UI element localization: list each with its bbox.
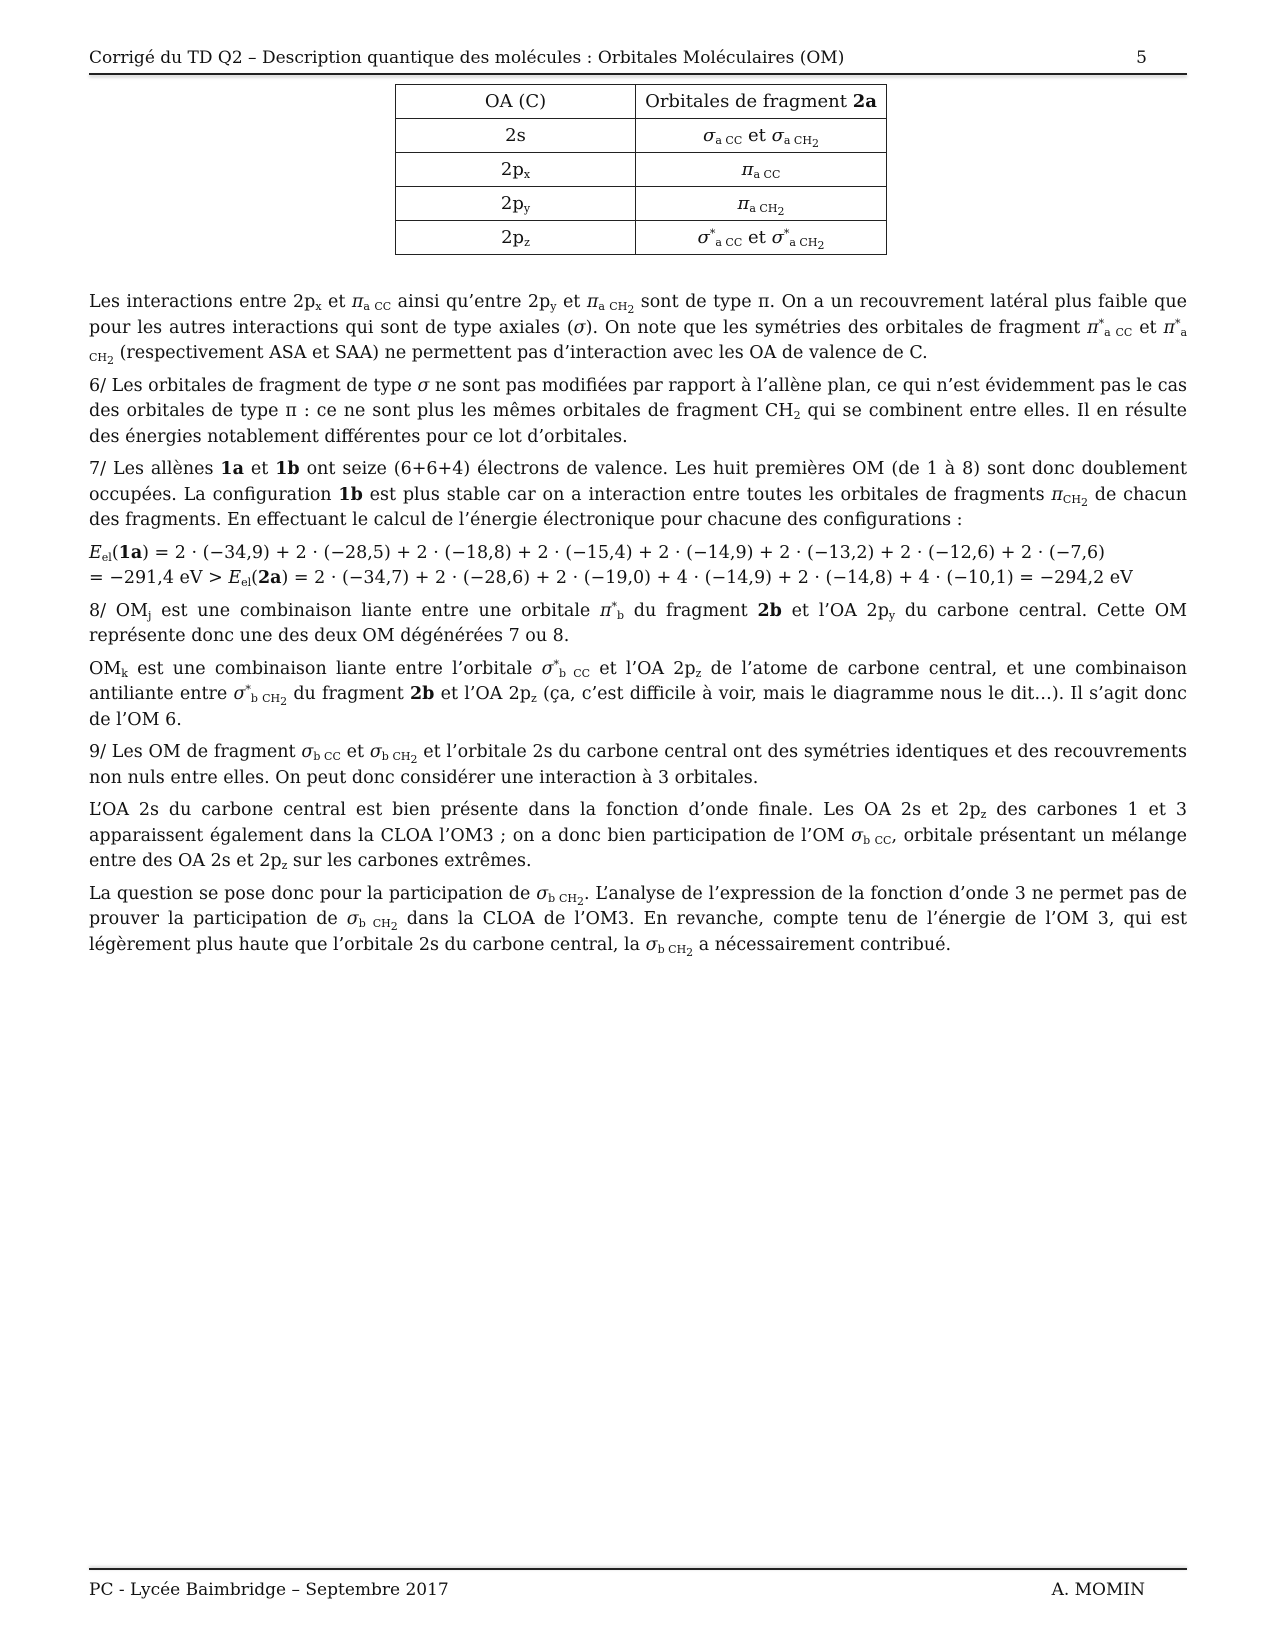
table-header-row bbox=[396, 85, 887, 119]
orbital-table bbox=[395, 84, 887, 255]
table-header-fragment: Orbitales de fragment 2a bbox=[636, 85, 887, 119]
body-text bbox=[89, 290, 1187, 965]
paragraph-oa2s: L’OA 2s du carbone central est bien présente dans la fonction d’onde finale. Les OA 2s et $2p_z$ des carbones 1 et 3 apparaissent également dans la CLOA l’OM3 ; on a donc bien participation de l’OM $\sigma_{b CC}$, orbitale présentant un mélange entre des OA 2s et $2p_z$ sur les carbones extrêmes. bbox=[89, 800, 1188, 872]
paragraph-q7: 7/ Les allènes 1a et 1b ont seize (6+6+4) électrons de valence. Les huit premières OM (de 1 à 8) sont donc doublement occupées. La configuration 1b est plus stable car on a interaction entre toutes les orbitales de fragments $\pi_{CH_2}$ de chacun des fragments. En effectuant le calcul de l’énergie électronique pour chacune des configurations : bbox=[89, 459, 1187, 530]
paragraph-q6: 6/ Les orbitales de fragment de type σ ne sont pas modifiées par rapport à l’allène plan, ce qui n’est évidemment pas le cas des orbitales de type π : ce ne sont plus les mêmes orbitales de fragment $CH_2$ qui se combinent entre elles. Il en résulte des énergies notablement différentes pour ce lot d’orbitales. bbox=[89, 375, 1188, 447]
table-cell-fragment: $\pi_{a CC}$ bbox=[636, 153, 887, 187]
page-number: 5 bbox=[1136, 48, 1147, 68]
table-cell-fragment: $\sigma^*_{a CC}$ et $\sigma^*_{a CH_2}$ bbox=[636, 221, 887, 255]
page-header bbox=[89, 42, 1187, 68]
footer-author: A. MOMIN bbox=[1051, 1580, 1145, 1600]
paragraph-question: La question se pose donc pour la participation de $\sigma_{b CH_2}$. L’analyse de l’expression de la fonction d’onde 3 ne permet pas de prouver la participation de $\sigma_{b CH_2}$ dans la CLOA de l’OM3. En revanche, compte tenu de l’énergie de l’OM 3, qui est légèrement plus haute que l’orbitale 2s du carbone central, la $\sigma_{b CH_2}$ a nécessairement contribué. bbox=[89, 883, 1187, 959]
table-row bbox=[396, 221, 887, 255]
energy-equation: $E_{el}(1a) = 2 \cdot (-34,9) + 2 \cdot (-28,5) + 2 \cdot (-18,8) + 2 \cdot (-15,4) + 2 \cdot (-14,9) + 2 \cdot (-13,2) + 2 \cdot (-12,6) + 2 \cdot (-7,6)$ = −291,4 eV > $E_{el}(2a) = 2 \cdot (-34,7) + 2 \cdot (-28,6) + 2 \cdot (-19,0) + 4 \cdot (-14,9) + 2 \cdot (-14,8) + 4 \cdot (-10,1) = -294,2$ eV bbox=[89, 542, 1133, 589]
table-cell-fragment: $\pi_{a CH_2}$ bbox=[636, 187, 887, 221]
table-cell-oa: $2p_y$ bbox=[396, 187, 636, 221]
table-cell-oa: $2p_z$ bbox=[396, 221, 636, 255]
footer-divider bbox=[89, 1568, 1187, 1570]
table-row bbox=[396, 153, 887, 187]
paragraph-q8: 8/ $OM_j$ est une combinaison liante entre une orbitale $\pi^*_b$ du fragment 2b et l’OA $2p_y$ du carbone central. Cette OM représente donc une des deux OM dégénérées 7 ou 8. bbox=[89, 599, 1188, 646]
table-cell-fragment: $\sigma_{a CC}$ et $\sigma_{a CH_2}$ bbox=[636, 119, 887, 153]
paragraph-omk: $OM_k$ est une combinaison liante entre l’orbitale $\sigma^*_{b CC}$ et l’OA $2p_z$ de l’atome de carbone central, et une combinaison antiliante entre $\sigma^*_{b CH_2}$ du fragment 2b et l’OA $2p_z$ (ça, c’est difficile à voir, mais le diagramme nous le dit…). Il s’agit donc de l’OM 6. bbox=[89, 657, 1187, 730]
paragraph-interactions: Les interactions entre $2p_x$ et $\pi_{a CC}$ ainsi qu’entre $2p_y$ et $\pi_{a CH_2}$ sont de type π. On a un recouvrement latéral plus faible que pour les autres interactions qui sont de type axiales (σ). On note que les symétries des orbitales de fragment $\pi^*_{a CC}$ et $\pi^*_{a CH_2}$ (respectivement ASA et SAA) ne permettent pas d’interaction avec les OA de valence de C. bbox=[89, 292, 1188, 367]
table-header-oa: OA (C) bbox=[396, 85, 636, 119]
table-row bbox=[396, 119, 887, 153]
footer-left: PC - Lycée Baimbridge – Septembre 2017 bbox=[89, 1580, 449, 1600]
page-footer bbox=[89, 1580, 1187, 1600]
table-cell-oa: $2p_x$ bbox=[396, 153, 636, 187]
table-row bbox=[396, 187, 887, 221]
paragraph-q9: 9/ Les OM de fragment $\sigma_{b CC}$ et $\sigma_{b CH_2}$ et l’orbitale 2s du carbone central ont des symétries identiques et des recouvrements non nuls entre elles. On peut donc considérer une interaction à 3 orbitales. bbox=[89, 742, 1187, 788]
table-cell-oa: 2s bbox=[396, 119, 636, 153]
header-title: Corrigé du TD Q2 – Description quantique des molécules : Orbitales Moléculaires (OM) bbox=[89, 48, 845, 68]
header-divider bbox=[89, 73, 1187, 75]
